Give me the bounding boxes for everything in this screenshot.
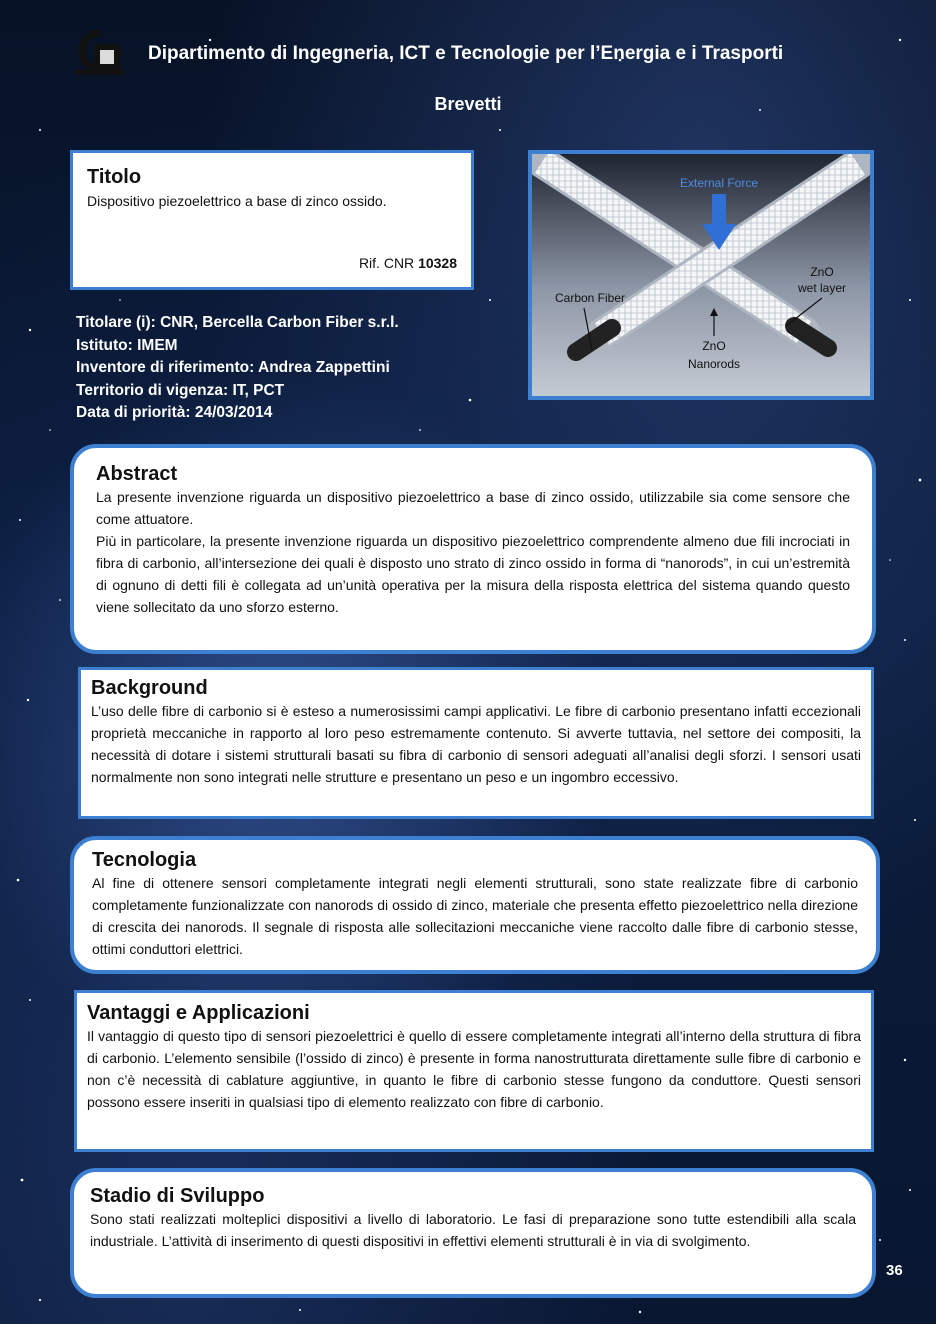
tecnologia-text: Al fine di ottenere sensori completamente integrati negli elementi strutturali, sono state realizzate fibre di carbonio completamente funzionalizzate con nanorods di ossido di zinco, materiale che presenta effetto piezoelettrico nella direzione di crescita dei nanorods. Il segnale di risposta alle sollecitazioni meccaniche viene raccolto dalle fibre di carbonio stesse, ottimi conduttori elettrici. — [92, 875, 858, 957]
vantaggi-heading: Vantaggi e Applicazioni — [87, 1002, 310, 1024]
crossed-fibers-diagram — [532, 154, 870, 396]
tecnologia-heading: Tecnologia — [92, 849, 197, 871]
vantaggi-text: Il vantaggio di questo tipo di sensori piezoelettrici è quello di essere completamente integrati all’interno della struttura di fibra di carbonio. L’elemento sensibile (l’ossido di zinco) è presente in forma nanostrutturata direttamente sulle fibre di carbonio e non c’è necessità di cablature aggiuntive, in quanto le fibre di carbonio stesse fungono da conduttore. Questi sensori possono essere inseriti in qualsiasi tipo di elemento realizzato con fibre di carbonio. — [87, 1028, 861, 1110]
tecnologia-box — [70, 836, 880, 974]
background-box — [78, 667, 874, 819]
stadio-heading: Stadio di Sviluppo — [90, 1185, 265, 1207]
patent-info — [76, 312, 399, 425]
page-number: 36 — [886, 1262, 903, 1279]
info-data: Data di priorità: 24/03/2014 — [76, 404, 273, 421]
info-inventore: Inventore di riferimento: Andrea Zappettini — [76, 359, 390, 376]
abstract-paragraph-1: La presente invenzione riguarda un dispositivo piezoelettrico a base di zinco ossido, utilizzabile sia come sensore che come attuatore. — [96, 489, 850, 527]
titolo-box — [70, 150, 474, 290]
titolo-description: Dispositivo piezoelettrico a base di zinco ossido. — [87, 193, 387, 209]
device-illustration — [528, 150, 874, 400]
zno-wet-label-1: ZnO — [810, 265, 834, 279]
cnr-logo-icon — [74, 26, 126, 76]
info-istituto: Istituto: IMEM — [76, 336, 178, 354]
background-heading: Background — [91, 677, 208, 699]
abstract-heading: Abstract — [96, 463, 178, 485]
department-title: Dipartimento di Ingegneria, ICT e Tecnologie per l’Energia e i Trasporti — [148, 43, 784, 64]
carbon-fiber-label: Carbon Fiber — [554, 291, 626, 305]
rif-cnr — [359, 255, 457, 271]
rif-number: 10328 — [418, 255, 457, 271]
section-title: Brevetti — [434, 94, 502, 114]
stadio-box — [70, 1168, 876, 1298]
rif-label: Rif. CNR — [358, 255, 419, 271]
titolo-heading: Titolo — [87, 166, 142, 188]
abstract-box — [70, 444, 876, 654]
zno-nanorods-label-1: ZnO — [702, 339, 726, 353]
abstract-paragraph-2: Più in particolare, la presente invenzione riguarda un dispositivo piezoelettrico comprendente almeno due fili incrociati in fibra di carbonio, all’intersezione dei quali è disposto uno strato di zinco ossido in forma di “nanorods”, in cui un’estremità di ognuno di detti fili è collegata ad un’unità operativa per la misura della risposta elettrica del sistema quando questo viene sollecitato da uno sforzo esterno. — [96, 533, 850, 615]
vantaggi-box — [74, 990, 874, 1152]
external-force-label: External Force — [679, 176, 759, 190]
zno-nanorods-label-2: Nanorods — [687, 357, 741, 371]
background-text: L’uso delle fibre di carbonio si è esteso a numerosissimi campi applicativi. Le fibre di carbonio presentano infatti eccezionali proprietà meccaniche in rapporto al loro peso estremamente contenuto. Si avverte tuttavia, nel settore dei compositi, la necessità di dotare i sistemi strutturali basati su fibra di carbonio di sensori adeguati all’analisi degli sforzi. I sensori usati normalmente non sono integrati nelle strutture e presentano un peso e un ingombro eccessivo. — [91, 703, 861, 785]
info-titolare: Titolare (i): CNR, Bercella Carbon Fiber s.r.l. — [76, 314, 399, 331]
zno-wet-label-2: wet layer — [797, 281, 847, 295]
info-territorio: Territorio di vigenza: IT, PCT — [76, 381, 285, 399]
stadio-text: Sono stati realizzati molteplici dispositivi a livello di laboratorio. Le fasi di preparazione sono tutte estendibili alla scala industriale. L’attività di inserimento di questi dispositivi in effettivi elementi strutturali è in via di svolgimento. — [90, 1211, 856, 1249]
